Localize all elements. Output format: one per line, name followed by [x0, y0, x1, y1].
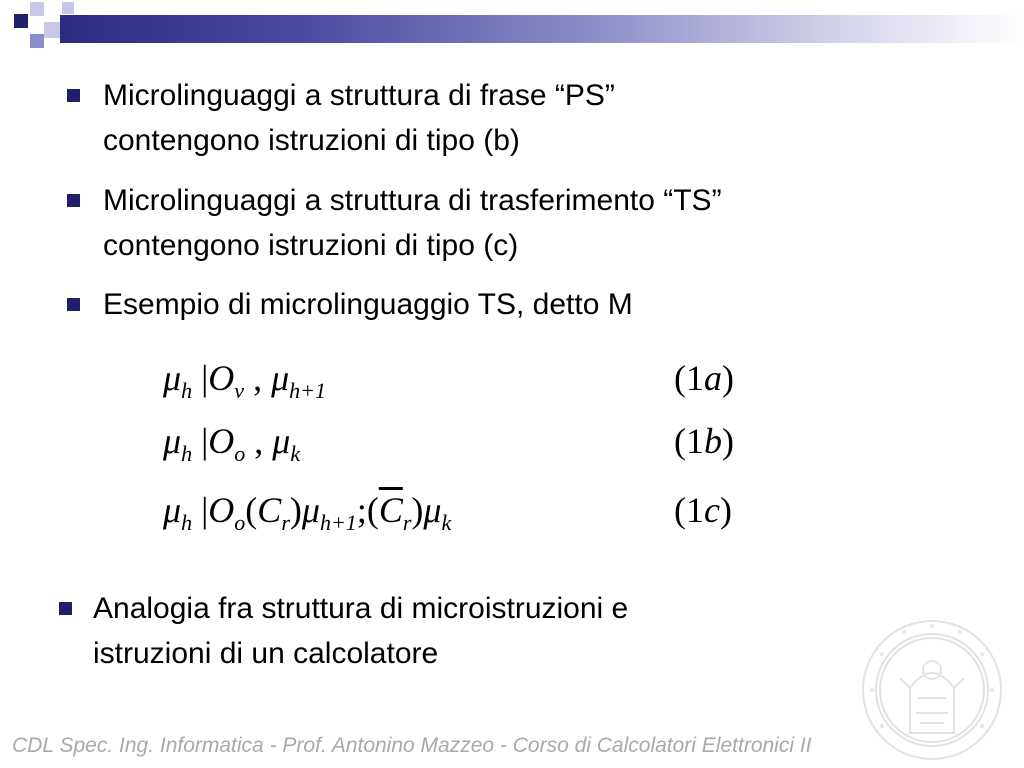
footer-text: CDL Spec. Ing. Informatica - Prof. Antonino Mazzeo - Corso di Calcolatori Elettronici II [12, 734, 812, 757]
bullet-line: Microlinguaggi a struttura di trasferimento “TS” [103, 184, 722, 217]
bullet-line: istruzioni di un calcolatore [93, 637, 439, 670]
header-square-1 [14, 14, 28, 28]
header-square-3 [44, 22, 60, 38]
equation-number: (1a) [674, 358, 734, 398]
header-square-2 [30, 2, 44, 16]
header-gradient-bar [60, 15, 1024, 43]
bullet-line: contengono istruzioni di tipo (c) [103, 229, 519, 262]
bullet-text [93, 586, 628, 676]
equation-number: (1c) [674, 490, 732, 530]
header-square-5 [62, 2, 74, 14]
bullet-line: Analogia fra struttura di microistruzioni e [93, 592, 629, 625]
bullet-marker [67, 194, 80, 207]
equation-1c: $\mu_h$ $|O_o(C_r)\mu_{h+1};(\overline{C}_r)\mu_k$ [163, 490, 452, 535]
bullet-text [103, 282, 633, 327]
bullet-text [103, 73, 615, 163]
bullet-line: contengono istruzioni di tipo (b) [103, 124, 520, 157]
bullet-line: Esempio di microlinguaggio TS, detto M [103, 288, 633, 321]
bullet-line: Microlinguaggi a struttura di frase “PS” [103, 79, 615, 112]
equation-1b: $\mu_h$ $|O_o$ , $\mu_k$ [163, 421, 301, 466]
bullet-marker [59, 602, 72, 615]
header-square-4 [30, 34, 44, 48]
bullet-marker [67, 298, 80, 311]
equation-number: (1b) [674, 421, 734, 461]
bullet-marker [67, 89, 80, 102]
equation-1a: $\mu_h$ $|O_v$ , $\mu_{h+1}$ [163, 358, 326, 403]
bullet-text [103, 178, 722, 268]
